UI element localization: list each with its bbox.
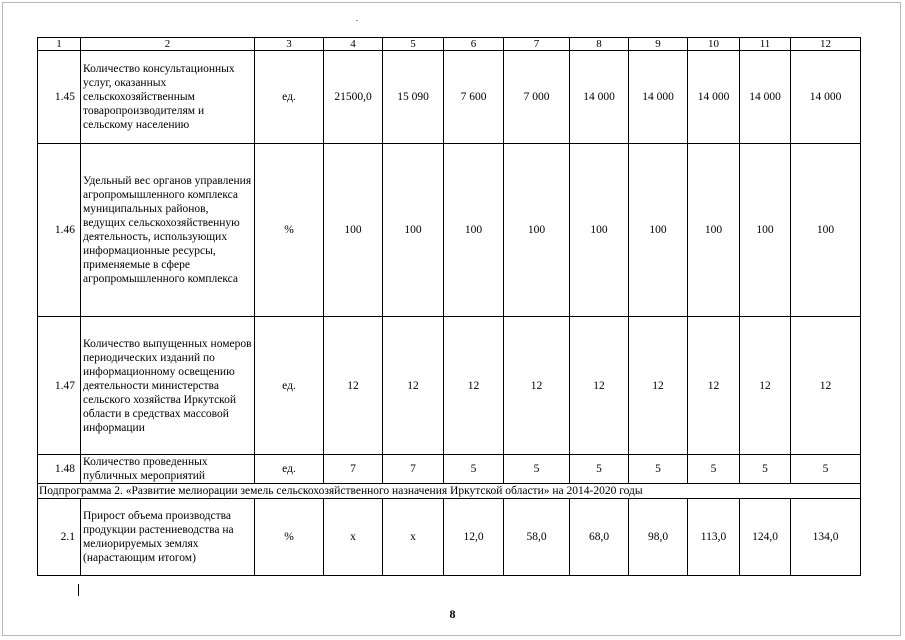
- value-cell: 100: [504, 144, 570, 317]
- value-cell: 12: [688, 317, 740, 455]
- header-cell: 7: [504, 38, 570, 51]
- value-cell: 14 000: [791, 51, 861, 144]
- value-cell: 5: [570, 455, 629, 484]
- value-cell: х: [324, 499, 383, 576]
- header-cell: 10: [688, 38, 740, 51]
- header-cell: 4: [324, 38, 383, 51]
- value-cell: 100: [629, 144, 688, 317]
- value-cell: 12: [740, 317, 791, 455]
- indicator-name: Прирост объема производства продукции растениеводства на мелиорируемых землях (нарастающим итогом): [81, 499, 255, 576]
- value-cell: 100: [444, 144, 504, 317]
- unit-cell: ед.: [255, 317, 324, 455]
- scan-speck: [356, 20, 358, 21]
- value-cell: 7: [324, 455, 383, 484]
- unit-cell: %: [255, 499, 324, 576]
- header-cell: 2: [81, 38, 255, 51]
- value-cell: 12: [504, 317, 570, 455]
- table-row: [38, 317, 861, 455]
- unit-cell: ед.: [255, 51, 324, 144]
- value-cell: 12: [570, 317, 629, 455]
- value-cell: 7 000: [504, 51, 570, 144]
- indicators-table: [37, 37, 861, 576]
- row-number: 1.48: [38, 455, 81, 484]
- indicator-name: Количество консультационных услуг, оказанных сельскохозяйственным товаропроизводителям и сельскому населению: [81, 51, 255, 144]
- value-cell: 12: [629, 317, 688, 455]
- page-number: 8: [449, 607, 456, 621]
- row-number: 1.46: [38, 144, 81, 317]
- value-cell: 5: [444, 455, 504, 484]
- value-cell: 21500,0: [324, 51, 383, 144]
- value-cell: 113,0: [688, 499, 740, 576]
- header-cell: 8: [570, 38, 629, 51]
- header-row: [38, 38, 861, 51]
- header-cell: 5: [383, 38, 444, 51]
- header-cell: 3: [255, 38, 324, 51]
- value-cell: 68,0: [570, 499, 629, 576]
- value-cell: 98,0: [629, 499, 688, 576]
- table-row: [38, 144, 861, 317]
- value-cell: 58,0: [504, 499, 570, 576]
- value-cell: 12: [791, 317, 861, 455]
- header-cell: 11: [740, 38, 791, 51]
- value-cell: 5: [740, 455, 791, 484]
- table-row: [38, 499, 861, 576]
- column-divider-tail: [78, 584, 79, 596]
- value-cell: 100: [324, 144, 383, 317]
- value-cell: 14 000: [570, 51, 629, 144]
- indicator-name: Количество проведенных публичных мероприятий: [81, 455, 255, 484]
- value-cell: 12: [444, 317, 504, 455]
- subprogram-title: Подпрограмма 2. «Развитие мелиорации земель сельскохозяйственного назначения Иркутской области» на 2014-2020 годы: [38, 484, 861, 499]
- subprogram-row: [38, 484, 861, 499]
- value-cell: 14 000: [629, 51, 688, 144]
- value-cell: 100: [791, 144, 861, 317]
- value-cell: 12,0: [444, 499, 504, 576]
- value-cell: 14 000: [688, 51, 740, 144]
- value-cell: 100: [570, 144, 629, 317]
- table-row: [38, 51, 861, 144]
- unit-cell: %: [255, 144, 324, 317]
- header-cell: 12: [791, 38, 861, 51]
- value-cell: 5: [688, 455, 740, 484]
- value-cell: 100: [383, 144, 444, 317]
- header-cell: 1: [38, 38, 81, 51]
- value-cell: 124,0: [740, 499, 791, 576]
- header-cell: 9: [629, 38, 688, 51]
- row-number: 1.45: [38, 51, 81, 144]
- value-cell: 5: [504, 455, 570, 484]
- value-cell: 134,0: [791, 499, 861, 576]
- unit-cell: ед.: [255, 455, 324, 484]
- value-cell: х: [383, 499, 444, 576]
- row-number: 2.1: [38, 499, 81, 576]
- indicator-name: Удельный вес органов управления агропромышленного комплекса муниципальных районов, ведущих сельскохозяйственную деятельность, использующих информационные ресурсы, применяемые в сфере агропромышленного комплекса: [81, 144, 255, 317]
- row-number: 1.47: [38, 317, 81, 455]
- header-cell: 6: [444, 38, 504, 51]
- value-cell: 5: [791, 455, 861, 484]
- value-cell: 12: [324, 317, 383, 455]
- value-cell: 7 600: [444, 51, 504, 144]
- value-cell: 100: [688, 144, 740, 317]
- value-cell: 5: [629, 455, 688, 484]
- table-row: [38, 455, 861, 484]
- value-cell: 7: [383, 455, 444, 484]
- value-cell: 14 000: [740, 51, 791, 144]
- value-cell: 15 090: [383, 51, 444, 144]
- value-cell: 12: [383, 317, 444, 455]
- value-cell: 100: [740, 144, 791, 317]
- indicator-name: Количество выпущенных номеров периодических изданий по информационному освещению деятельности министерства сельского хозяйства Иркутской области в средствах массовой информации: [81, 317, 255, 455]
